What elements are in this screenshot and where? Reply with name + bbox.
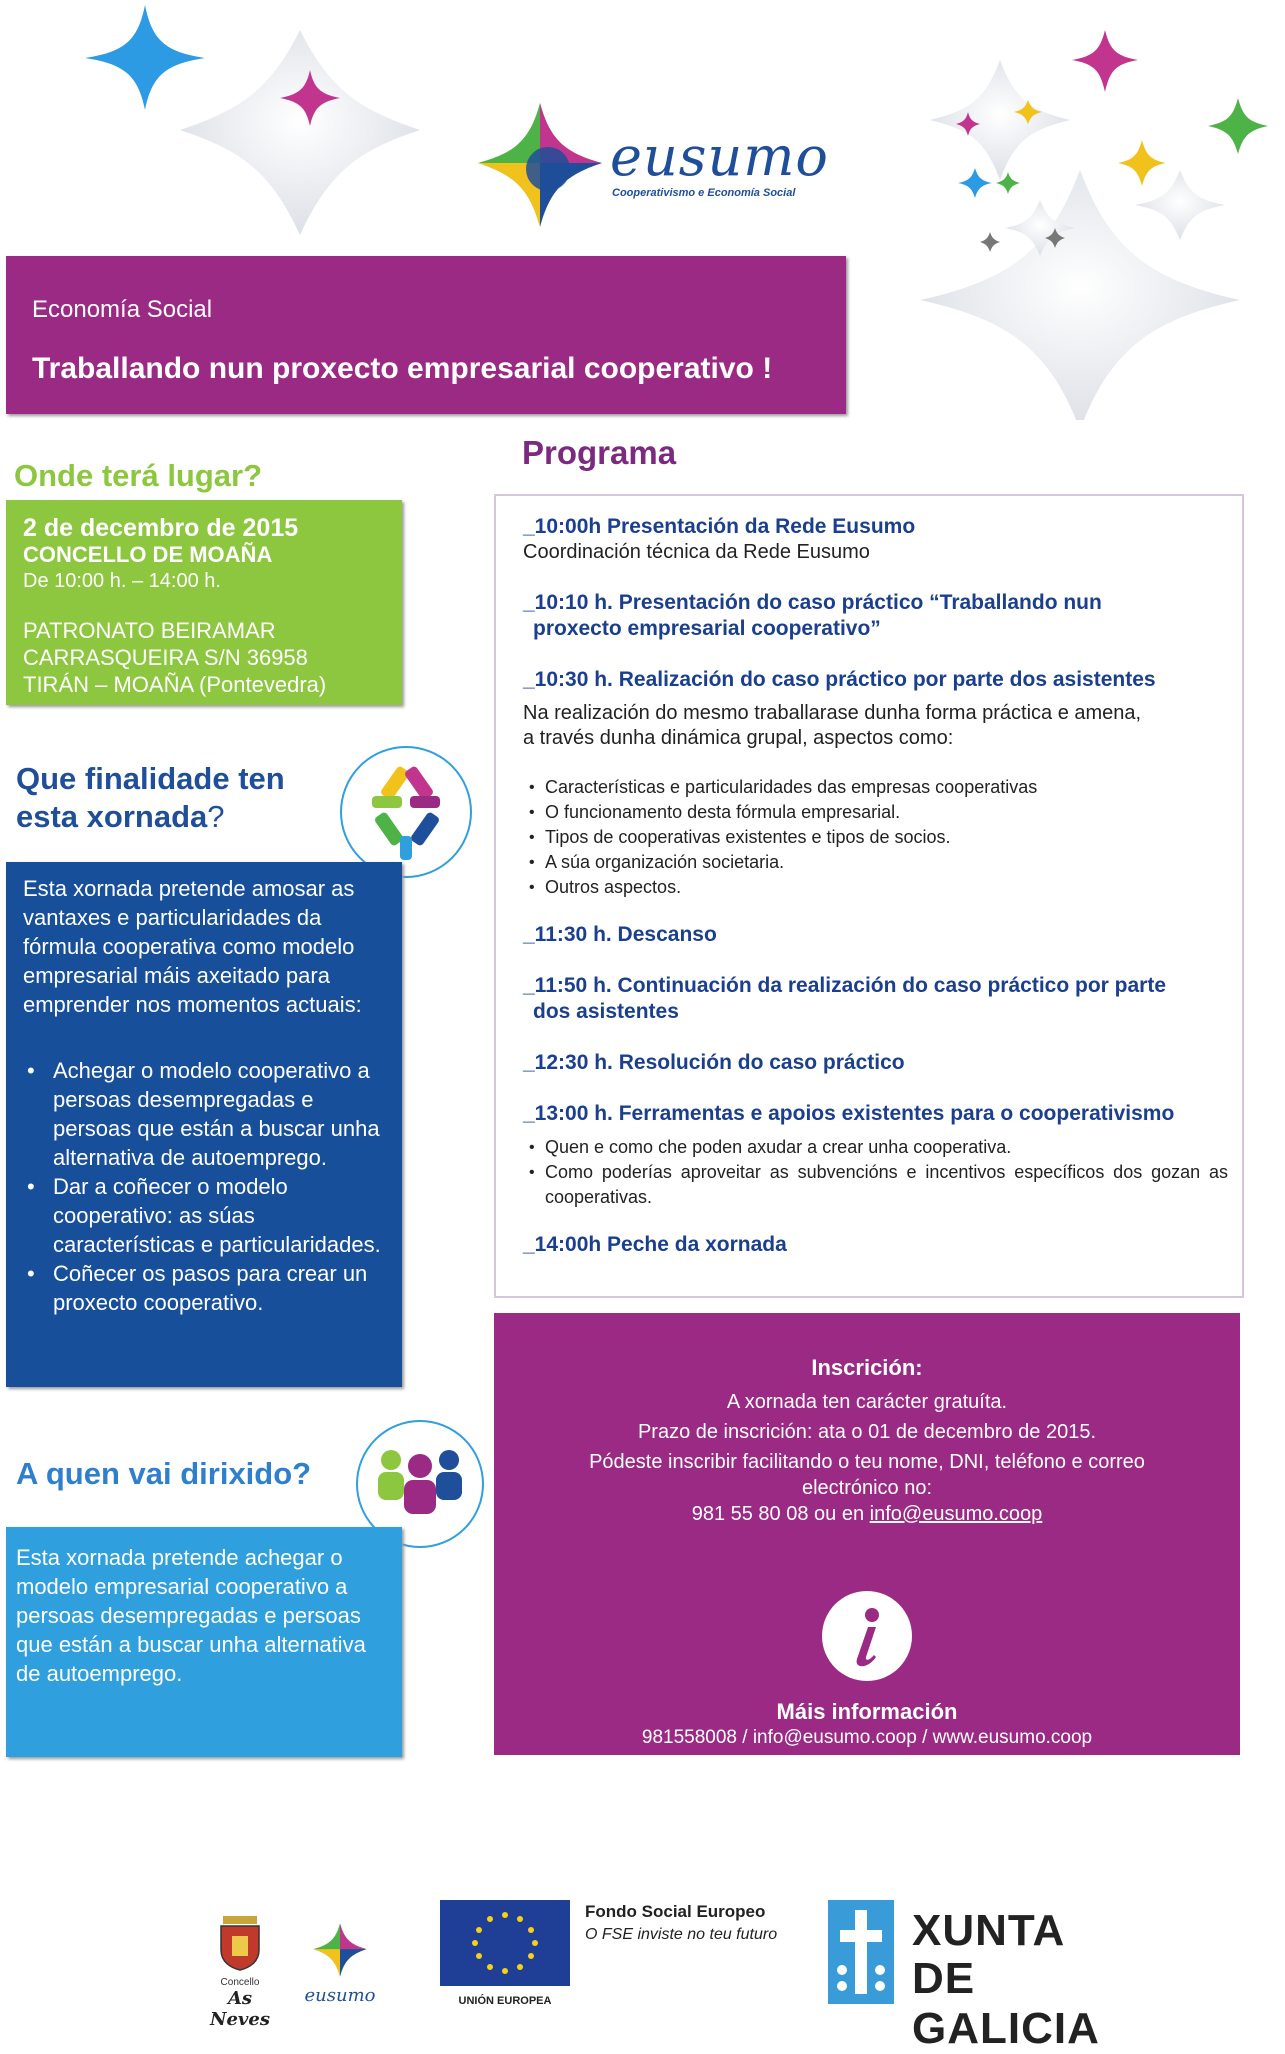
- registration-line: electrónico no:: [801, 1477, 933, 1499]
- program-item-title: _10:00h Presentación da Rede Eusumo: [523, 515, 916, 538]
- program-item-title-cont: dos asistentes: [533, 1000, 679, 1023]
- eusumo-small-star-icon: [310, 1920, 370, 1980]
- program-subitem: • A súa organización societaria.: [523, 850, 1228, 875]
- event-date: 2 de decembro de 2015: [23, 514, 299, 542]
- program-item-title: _10:10 h. Presentación do caso práctico “Traballando nun: [523, 591, 1102, 614]
- eusumo-wordmark: eusumo: [610, 125, 829, 188]
- registration-line: Prazo de inscrición: ata o 01 de decembro de 2015.: [637, 1421, 1097, 1443]
- title-banner: [6, 256, 846, 414]
- eusumo-star-icon: [470, 95, 610, 235]
- address-line1: PATRONATO BEIRAMAR: [23, 618, 276, 643]
- program-subitem: • Quen e como che poden axudar a crear unha cooperativa.: [523, 1135, 1228, 1160]
- program-item-title: _11:50 h. Continuación da realización do caso práctico por parte: [523, 974, 1167, 997]
- xunta-line2: DE GALICIA: [912, 1954, 1100, 2053]
- xunta-emblem-icon: [828, 1900, 894, 2004]
- program-item-title-cont: proxecto empresarial cooperativo”: [533, 617, 881, 640]
- program-box: [494, 494, 1244, 1298]
- purpose-bullet: • Coñecer os pasos para crear un proxecto cooperativo.: [23, 1259, 391, 1317]
- eu-label: UNIÓN EUROPEA: [458, 1995, 552, 2007]
- program-item-title: _11:30 h. Descanso: [523, 923, 717, 946]
- location-box: [6, 500, 402, 705]
- footer-logos: [0, 1880, 1285, 2053]
- registration-email-link[interactable]: info@eusumo.coop: [869, 1503, 1043, 1525]
- eusumo-logo: [470, 95, 829, 235]
- program-item-desc: a través dunha dinámica grupal, aspectos como:: [523, 727, 954, 749]
- purpose-heading-text: esta xornada: [16, 799, 208, 834]
- program-sublist: [523, 1135, 1228, 1210]
- purpose-intro: Esta xornada pretende amosar as vantaxes e particularidades da fórmula cooperativa como modelo empresarial máis axeitado para emprender nos momentos actuais:: [23, 876, 362, 1017]
- category-label: Economía Social: [32, 296, 213, 323]
- xunta-line1: XUNTA: [912, 1906, 1066, 1955]
- purpose-heading-line1: Que finalidade ten: [16, 761, 285, 796]
- purpose-heading-line2: [16, 798, 285, 836]
- page-title: Traballando nun proxecto empresarial cooperativo !: [32, 352, 773, 385]
- purpose-box: [6, 862, 402, 1387]
- registration-phone: 981 55 80 08 ou en: [691, 1503, 870, 1525]
- fse-title: Fondo Social Europeo: [585, 1902, 766, 1921]
- concello-logo: [200, 1910, 280, 2030]
- eusumo-tagline: Cooperativismo e Economía Social: [612, 187, 796, 199]
- info-glyph-icon: [822, 1591, 912, 1681]
- more-info-line: 981558008 / info@eusumo.coop / www.eusumo.coop: [641, 1727, 1093, 1748]
- eusumo-small-wordmark: eusumo: [304, 1985, 376, 2006]
- registration-line: A xornada ten carácter gratuíta.: [726, 1391, 1008, 1413]
- eu-flag-icon: [440, 1900, 570, 1986]
- venue-city: CONCELLO DE MOAÑA: [23, 542, 273, 567]
- question-mark: ?: [207, 799, 225, 834]
- program-subitem: • Características e particularidades das empresas cooperativas: [523, 775, 1228, 800]
- program-heading: Programa: [522, 434, 677, 471]
- address-line2: CARRASQUEIRA S/N 36958: [23, 645, 308, 670]
- more-info-heading: Máis información: [776, 1699, 958, 1724]
- audience-box: [6, 1527, 402, 1757]
- location-heading: Onde terá lugar?: [14, 458, 263, 493]
- program-subitem: • O funcionamento desta fórmula empresarial.: [523, 800, 1228, 825]
- registration-contact: [494, 1501, 1240, 1527]
- registration-line: Pódeste inscribir facilitando o teu nome, DNI, teléfono e correo: [589, 1451, 1145, 1473]
- registration-box: [494, 1313, 1240, 1755]
- hands-icon: [342, 748, 470, 876]
- purpose-heading: [16, 760, 285, 836]
- audience-text: Esta xornada pretende achegar o modelo empresarial cooperativo a persoas desempregadas e persoas que están a buscar unha alternativa de autoemprego.: [16, 1545, 366, 1686]
- program-subitem: • Tipos de cooperativas existentes e tipos de socios.: [523, 825, 1228, 850]
- program-content: [523, 514, 1228, 1258]
- purpose-bullet: • Achegar o modelo cooperativo a persoas desempregadas e persoas que están a buscar unha alternativa de autoemprego.: [23, 1056, 391, 1172]
- program-item-desc: Na realización do mesmo traballarase dunha forma práctica e amena,: [523, 702, 1142, 724]
- purpose-bullet: • Dar a coñecer o modelo cooperativo: as súas características e particularidades.: [23, 1172, 391, 1259]
- audience-heading: A quen vai dirixido?: [16, 1456, 312, 1491]
- fse-sub: O FSE inviste no teu futuro: [585, 1926, 778, 1943]
- fse-text: [585, 1902, 805, 1944]
- xunta-logo: [828, 1900, 1148, 2053]
- coat-of-arms-icon: [215, 1910, 265, 1972]
- program-item-title: _14:00h Peche da xornada: [523, 1233, 787, 1256]
- info-icon: [822, 1591, 912, 1681]
- program-item-title: _12:30 h. Resolución do caso práctico: [523, 1051, 905, 1074]
- program-sublist: [523, 775, 1228, 900]
- purpose-list: [23, 1056, 391, 1317]
- eusumo-small-logo: [300, 1920, 380, 2030]
- program-subitem: • Outros aspectos.: [523, 875, 1228, 900]
- program-item-desc: Coordinación técnica da Rede Eusumo: [523, 541, 870, 563]
- program-subitem: • Como poderías aproveitar as subvencións e incentivos específicos dos gozan as cooperativas.: [523, 1160, 1228, 1210]
- concello-name: As Neves: [210, 1988, 270, 2030]
- event-hours: De 10:00 h. – 14:00 h.: [23, 570, 221, 592]
- registration-heading: Inscrición:: [811, 1355, 923, 1380]
- eu-logo: [440, 1900, 570, 2010]
- address-line3: TIRÁN – MOAÑA (Pontevedra): [23, 672, 327, 697]
- program-item-title: _10:30 h. Realización do caso práctico por parte dos asistentes: [523, 668, 1156, 691]
- hands-circle-icon: [340, 746, 472, 878]
- concello-small: Concello: [220, 1977, 260, 1988]
- program-item-title: _13:00 h. Ferramentas e apoios existentes para o cooperativismo: [523, 1102, 1175, 1125]
